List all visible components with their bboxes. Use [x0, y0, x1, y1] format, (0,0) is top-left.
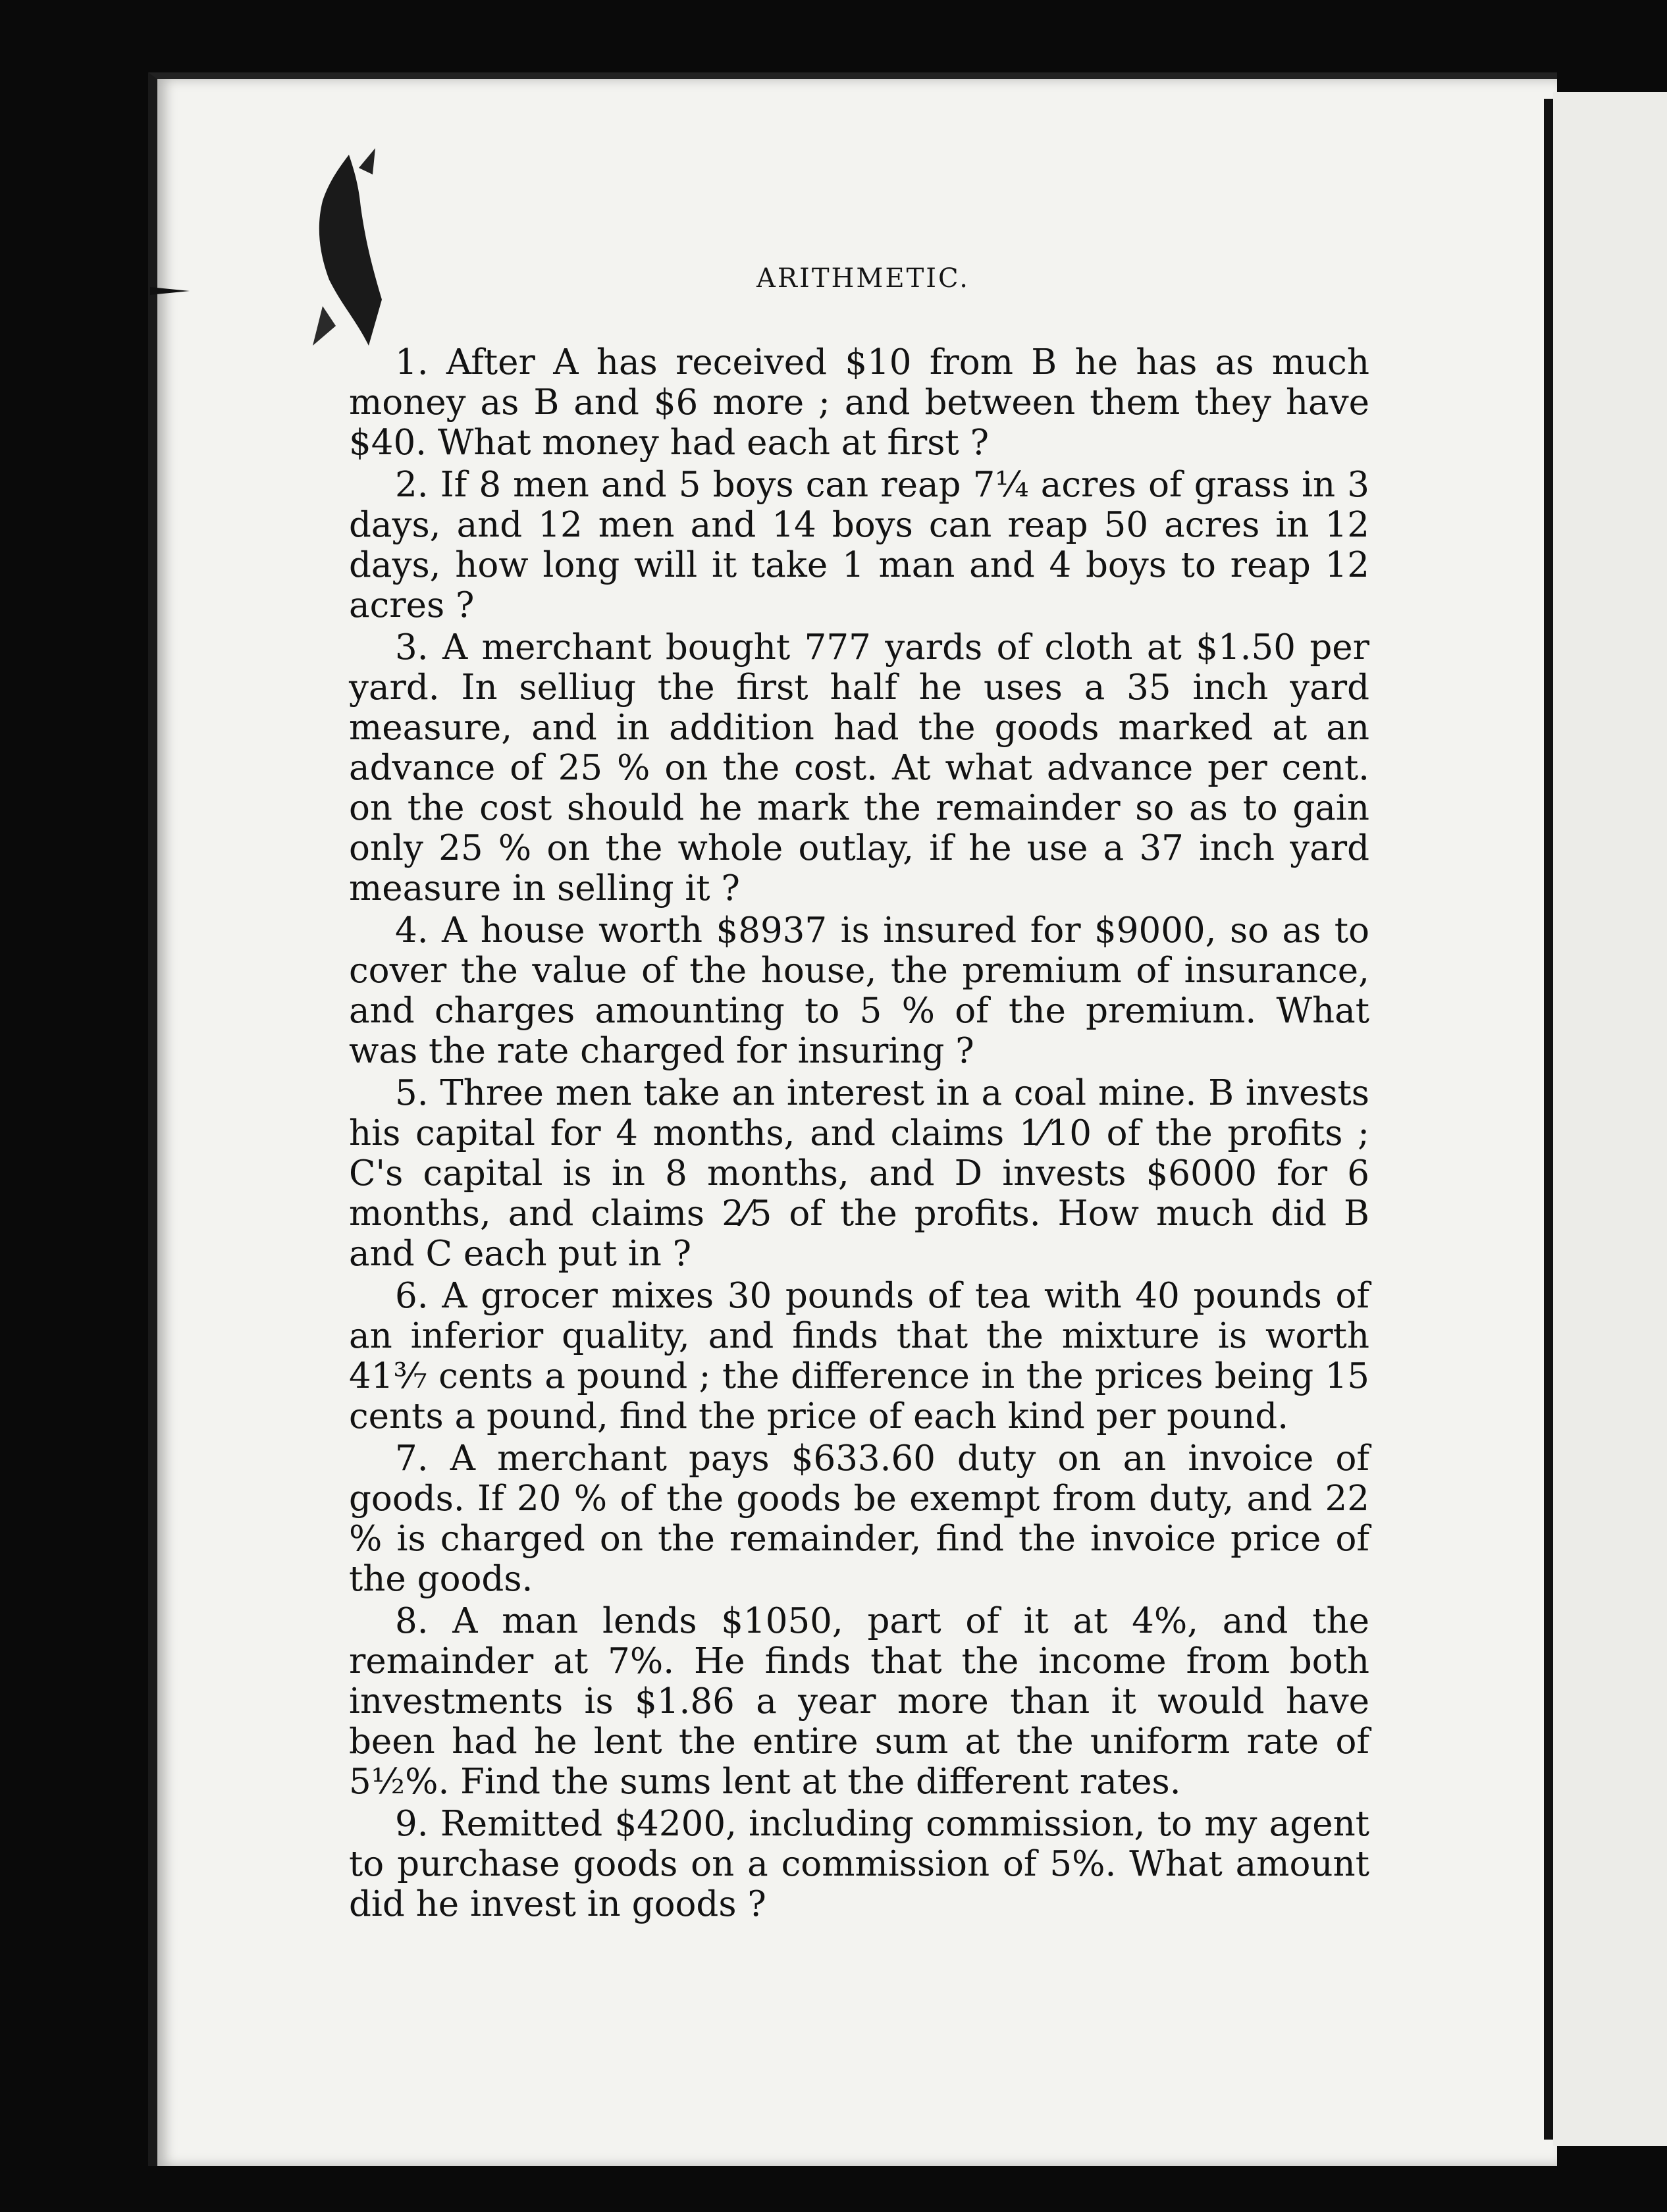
problem-6	[349, 1276, 1369, 1436]
problem-list	[349, 342, 1369, 1926]
problem-text: Three men take an interest in a coal mine. B invests his capital for 4 months, and claims 1⁄10 of the profits ; C's capital is in 8 months, and D invests $6000 for 6 months, and claims 2⁄5 of the profits. How much did B and C each put in ?	[349, 1073, 1369, 1274]
problem-text: A man lends $1050, part of it at 4%, and the remainder at 7%. He finds that the income from both investments is $1.86 a year more than it would have been had he lent the entire sum at the uniform rate of 5½%. Find the sums lent at the different rates.	[349, 1601, 1369, 1802]
pencil-scribble-mark	[309, 148, 388, 352]
page-heading: ARITHMETIC.	[756, 263, 970, 294]
problem-text: A merchant bought 777 yards of cloth at $1.50 per yard. In selliug the first half he uses a 35 inch yard measure, and in addition had the goods marked at an advance of 25 % on the cost. At what advance per cent. on the cost should he mark the remainder so as to gain only 25 % on the whole outlay, if he use a 37 inch yard measure in selling it ?	[349, 627, 1369, 908]
problem-number: 4.	[395, 910, 429, 951]
problem-number: 2.	[395, 465, 429, 505]
problem-number: 6.	[395, 1276, 429, 1316]
facing-page	[1553, 92, 1667, 2146]
problem-number: 8.	[395, 1601, 429, 1641]
problem-number: 5.	[395, 1073, 429, 1113]
problem-text: After A has received $10 from B he has as much money as B and $6 more ; and between them they have $40. What money had each at first ?	[349, 342, 1369, 463]
problem-text: If 8 men and 5 boys can reap 7¼ acres of grass in 3 days, and 12 men and 14 boys can reap 50 acres in 12 days, how long will it take 1 man and 4 boys to reap 12 acres ?	[349, 465, 1369, 625]
problem-number: 7.	[395, 1438, 429, 1479]
problem-number: 1.	[395, 342, 429, 382]
problem-8	[349, 1601, 1369, 1802]
problem-number: 3.	[395, 627, 429, 668]
problem-7	[349, 1438, 1369, 1599]
problem-number: 9.	[395, 1804, 429, 1844]
problem-9	[349, 1804, 1369, 1924]
problem-1	[349, 342, 1369, 463]
problem-2	[349, 465, 1369, 625]
problem-text: Remitted $4200, including commission, to my agent to purchase goods on a commission of 5%. What amount did he invest in goods ?	[349, 1804, 1369, 1924]
problem-text: A grocer mixes 30 pounds of tea with 40 pounds of an inferior quality, and finds that the mixture is worth 41³⁄₇ cents a pound ; the difference in the prices being 15 cents a pound, find the price of each kind per pound.	[349, 1276, 1369, 1436]
problem-5	[349, 1073, 1369, 1274]
problem-text: A merchant pays $633.60 duty on an invoice of goods. If 20 % of the goods be exempt from duty, and 22 % is charged on the remainder, find the invoice price of the goods.	[349, 1438, 1369, 1599]
problem-3	[349, 627, 1369, 908]
problem-4	[349, 910, 1369, 1071]
problem-text: A house worth $8937 is insured for $9000, so as to cover the value of the house, the premium of insurance, and charges amounting to 5 % of the premium. What was the rate charged for insuring ?	[349, 910, 1369, 1071]
facing-page-edge	[1544, 99, 1553, 2140]
